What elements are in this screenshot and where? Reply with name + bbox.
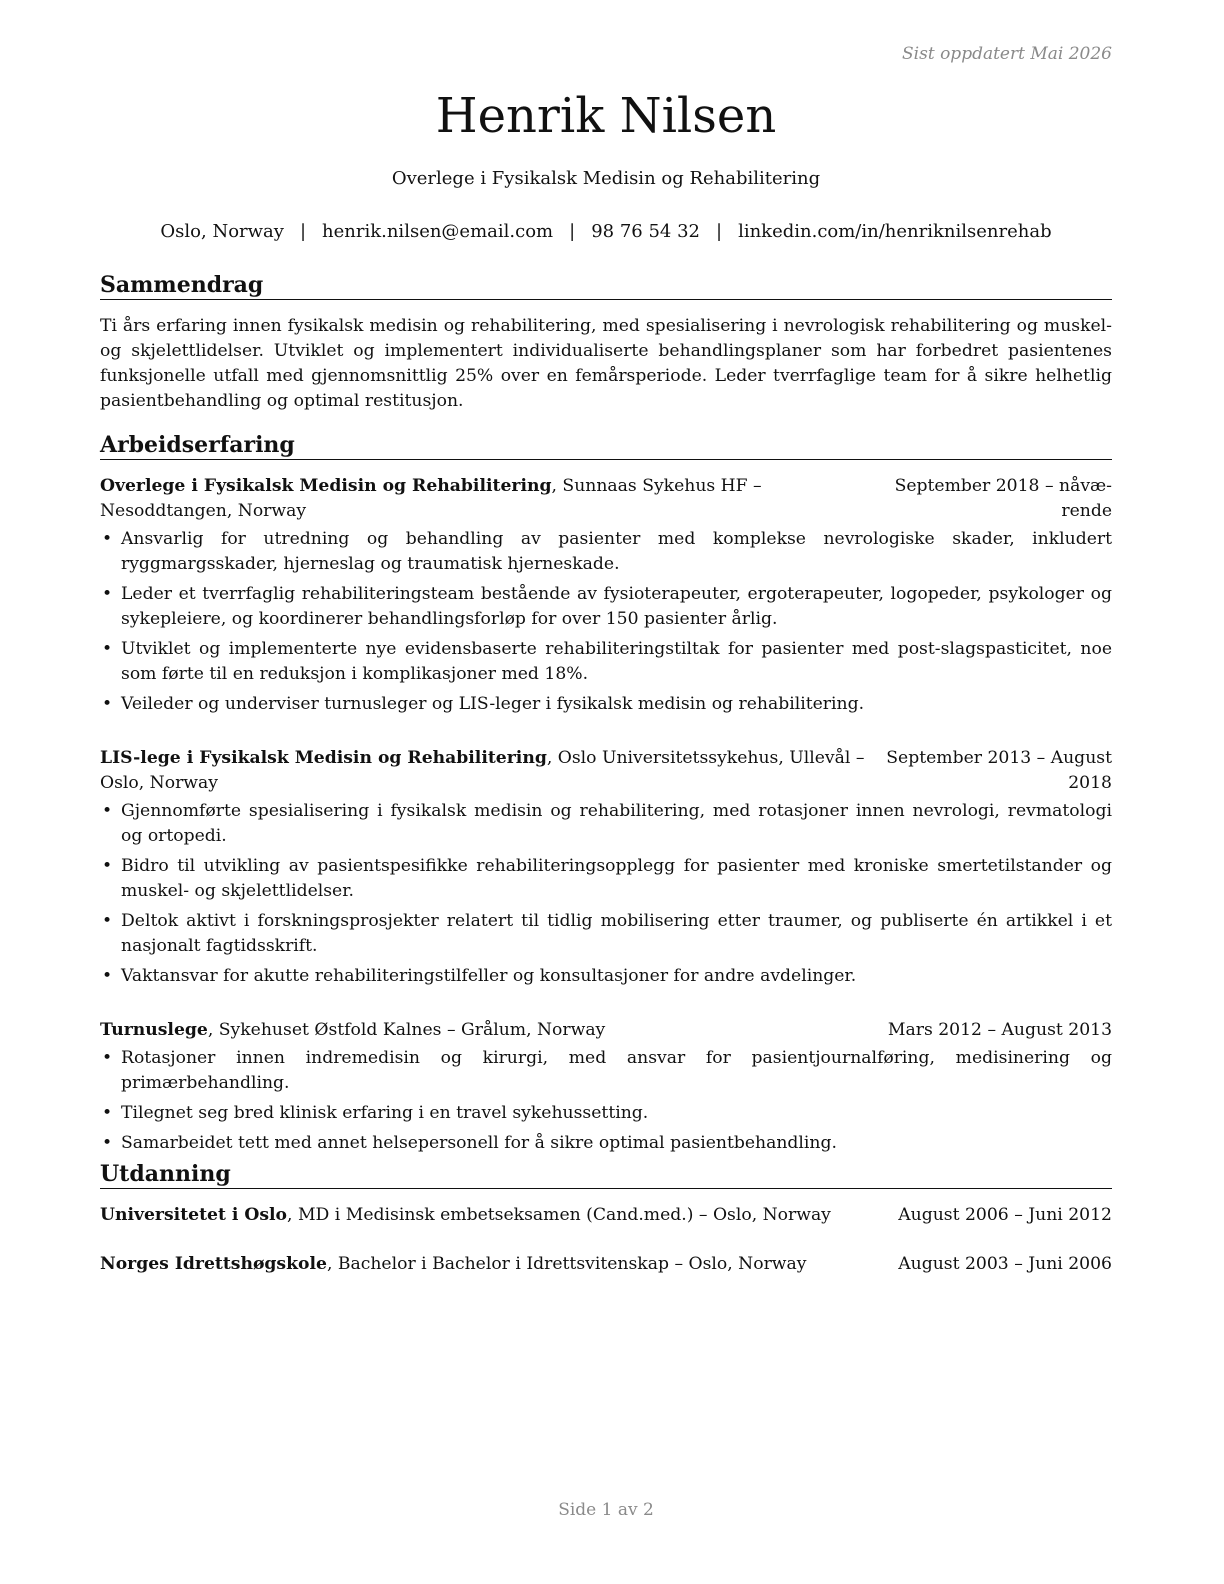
contact-separator: | bbox=[569, 221, 576, 242]
contact-location: Oslo, Norway bbox=[160, 221, 284, 242]
job-header bbox=[100, 746, 1112, 796]
job-employer: , Oslo Universitetssykehus, Ullevål – Oslo, Norway bbox=[100, 748, 865, 793]
bullet-item: • Bidro til utvikling av pasientspesifikke rehabiliteringsopplegg for pasienter med kroniske smertetilstander og muskel- og skjelettlidelser. bbox=[100, 854, 1112, 904]
bullet-item: • Gjennomførte spesialisering i fysikalsk medisin og rehabilitering, med rotasjoner innen nevrologi, revmatologi og ortopedi. bbox=[100, 799, 1112, 849]
contact-separator: | bbox=[715, 221, 723, 242]
job-title: LIS-lege i Fysikalsk Medisin og Rehabilitering bbox=[100, 748, 547, 768]
candidate-name: Henrik Nilsen bbox=[435, 88, 777, 144]
job-title: Turnuslege bbox=[100, 1020, 208, 1040]
last-updated: Sist oppdatert Mai 2026 bbox=[902, 44, 1112, 64]
education-org bbox=[100, 1203, 831, 1228]
job-dates: Mars 2012 – August 2013 bbox=[887, 1020, 1112, 1040]
section-heading-experience: Arbeidserfaring bbox=[100, 431, 1112, 460]
job-entry bbox=[100, 474, 1112, 722]
job-header bbox=[100, 1018, 1112, 1043]
section-heading-education: Utdanning bbox=[100, 1160, 1112, 1189]
bullet-item: • Leder et tverrfaglig rehabiliteringsteam bestående av fysioterapeuter, ergoterapeuter, logopeder, psykologer og sykepleiere, og koordinerer behandlingsforløp for over 150 pasienter årlig. bbox=[100, 582, 1112, 632]
resume-page bbox=[100, 0, 1112, 1584]
job-org bbox=[100, 474, 880, 524]
education-institution: Norges Idrettshøgskole bbox=[100, 1254, 327, 1274]
education-entry bbox=[100, 1252, 1112, 1277]
job-employer: , Sunnaas Sykehus HF – Nesoddtangen, Norway bbox=[100, 476, 762, 521]
bullet-item: • Rotasjoner innen indremedisin og kirurgi, med ansvar for pasientjournalføring, medisinering og primærbehandling. bbox=[100, 1046, 1112, 1096]
job-employer: , Sykehuset Østfold Kalnes – Grålum, Norway bbox=[207, 1020, 606, 1040]
job-bullets bbox=[100, 799, 1112, 989]
education-details: , MD i Medisinsk embetseksamen (Cand.med.) – Oslo, Norway bbox=[287, 1205, 831, 1225]
contact-linkedin[interactable]: linkedin.com/in/henriknilsenrehab bbox=[738, 221, 1052, 242]
education-entry bbox=[100, 1203, 1112, 1228]
bullet-item: • Tilegnet seg bred klinisk erfaring i en travel sykehussetting. bbox=[100, 1101, 1112, 1126]
education-dates: August 2006 – Juni 2012 bbox=[898, 1205, 1112, 1225]
job-bullets bbox=[100, 1046, 1112, 1156]
education-institution: Universitetet i Oslo bbox=[100, 1205, 288, 1225]
job-dates: September 2013 – August bbox=[886, 748, 1112, 768]
bullet-item: • Ansvarlig for utredning og behandling av pasienter med komplekse nevrologiske skader, inkludert ryggmargsskader, hjerneslag og traumatisk hjerneskade. bbox=[100, 527, 1112, 577]
education-details: , Bachelor i Bachelor i Idrettsvitenskap – Oslo, Norway bbox=[326, 1254, 807, 1274]
job-dates-cont: rende bbox=[1061, 501, 1112, 521]
candidate-title: Overlege i Fysikalsk Medisin og Rehabilitering bbox=[391, 168, 821, 189]
job-entry bbox=[100, 746, 1112, 994]
education-dates: August 2003 – Juni 2006 bbox=[898, 1254, 1112, 1274]
bullet-item: • Vaktansvar for akutte rehabiliteringstilfeller og konsultasjoner for andre avdelinger. bbox=[100, 964, 1112, 989]
page-number: Side 1 av 2 bbox=[558, 1500, 654, 1520]
contact-phone: 98 76 54 32 bbox=[591, 221, 700, 242]
job-header bbox=[100, 474, 1112, 524]
contact-line bbox=[100, 219, 1112, 245]
education-org bbox=[100, 1252, 806, 1277]
bullet-item: • Deltok aktivt i forskningsprosjekter relatert til tidlig mobilisering etter traumer, og publiserte én artikkel i et nasjonalt fagtidsskrift. bbox=[100, 909, 1112, 959]
job-bullets bbox=[100, 527, 1112, 717]
job-org bbox=[100, 746, 880, 796]
bullet-item: • Samarbeidet tett med annet helsepersonell for å sikre optimal pasientbehandling. bbox=[100, 1131, 1112, 1156]
bullet-item: • Veileder og underviser turnusleger og LIS-leger i fysikalsk medisin og rehabilitering. bbox=[100, 692, 1112, 717]
section-heading-summary: Sammendrag bbox=[100, 271, 1112, 300]
job-org bbox=[100, 1018, 880, 1043]
job-entry bbox=[100, 1018, 1112, 1161]
contact-separator: | bbox=[299, 221, 307, 242]
summary-text: Ti års erfaring innen fysikalsk medisin og rehabilitering, med spesialisering i nevrologisk rehabilitering og muskel- og skjelettlidelser. Utviklet og implementert individualiserte behandlingsplaner som har forbedret pasientenes funksjonelle utfall med gjennomsnittlig 25% over en femårsperiode. Leder tverrfaglige team for å sikre helhetlig pasientbehandling og optimal restitusjon. bbox=[100, 316, 1112, 411]
job-dates: September 2018 – nåvæ- bbox=[894, 476, 1112, 496]
job-dates-cont: 2018 bbox=[1068, 773, 1112, 793]
job-title: Overlege i Fysikalsk Medisin og Rehabilitering bbox=[100, 476, 552, 496]
bullet-item: • Utviklet og implementerte nye evidensbaserte rehabiliteringstiltak for pasienter med post-slagspasticitet, noe som førte til en reduksjon i komplikasjoner med 18%. bbox=[100, 637, 1112, 687]
contact-email[interactable]: henrik.nilsen@email.com bbox=[322, 221, 554, 242]
